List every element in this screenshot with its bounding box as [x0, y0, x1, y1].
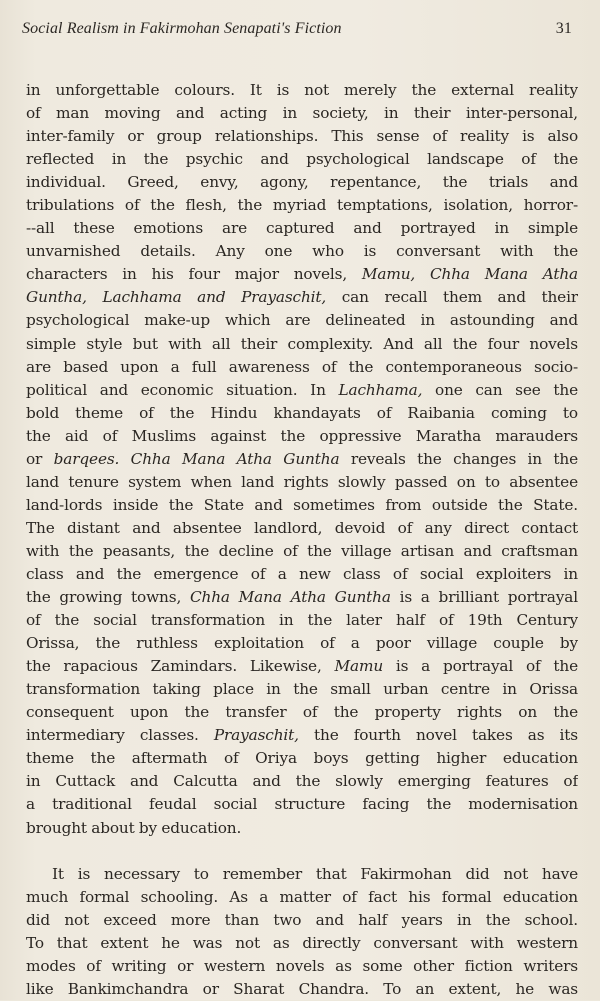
text-run: inter-family or group relationships. This sense of reality is also [26, 127, 578, 146]
text-line [26, 240, 578, 263]
text-line [26, 333, 578, 356]
text-run: a traditional feudal social structure facing the modernisation [26, 795, 578, 814]
text-line [26, 770, 578, 793]
paragraph-gap [26, 840, 578, 863]
text-run: tribulations of the flesh, the myriad temptations, isolation, horror- [26, 196, 578, 215]
text-run: consequent upon the transfer of the property rights on the [26, 703, 578, 722]
text-line [26, 102, 578, 125]
text-run: transformation taking place in the small urban centre in Orissa [26, 680, 578, 699]
text-run: land-lords inside the State and sometimes from outside the State. [26, 495, 578, 514]
text-run: Orissa, the ruthless exploitation of a poor village couple by [26, 634, 578, 653]
text-run: brought about by education. [26, 818, 242, 837]
text-run: did not exceed more than two and half years in the school. [26, 910, 578, 929]
text-line [26, 747, 578, 770]
text-run: is a brilliant portrayal [390, 588, 578, 607]
text-run: the rapacious Zamindars. Likewise, [26, 657, 335, 676]
text-run: like Bankimchandra or Sharat Chandra. To an extent, he was [26, 979, 578, 998]
text-run: land tenure system when land rights slowly passed on to absentee [26, 472, 578, 491]
running-header [22, 20, 572, 42]
text-line [26, 724, 578, 747]
text-run: the aid of Muslims against the oppressive Maratha marauders [26, 426, 578, 445]
text-line [26, 356, 578, 379]
text-line [26, 932, 578, 955]
text-line [26, 402, 578, 425]
italic-title: Chha Mana Atha Guntha [189, 588, 391, 607]
text-line [26, 609, 578, 632]
text-run: of man moving and acting in society, in their inter-personal, [26, 104, 578, 123]
text-run: class and the emergence of a new class of social exploiters in [26, 564, 578, 583]
body-text [26, 79, 578, 1001]
text-line [26, 955, 578, 978]
text-line [26, 909, 578, 932]
text-line [26, 471, 578, 494]
text-run: characters in his four major novels, [26, 265, 362, 284]
text-line [26, 655, 578, 678]
text-line [26, 286, 578, 309]
text-run: bold theme of the Hindu khandayats of Raibania coming to [26, 403, 578, 422]
text-run: intermediary classes. [26, 726, 214, 745]
text-run: political and economic situation. In [26, 380, 339, 399]
text-run: one can see the [422, 380, 578, 399]
text-line [26, 678, 578, 701]
text-run: in unforgettable colours. It is not merely the external reality [26, 81, 578, 99]
text-line [26, 817, 578, 840]
text-line [26, 217, 578, 240]
text-line [26, 494, 578, 517]
text-line [26, 978, 578, 1001]
text-run: unvarnished details. Any one who is conversant with the [26, 242, 578, 261]
italic-title: Mamu [334, 657, 384, 676]
text-line [26, 793, 578, 816]
running-title: Social Realism in Fakirmohan Senapati's Fiction [22, 20, 342, 37]
text-run: of the social transformation in the later half of 19th Century [26, 611, 578, 630]
text-line [26, 379, 578, 402]
text-line [26, 632, 578, 655]
text-run: the fourth novel takes as its [298, 726, 578, 745]
text-line [26, 563, 578, 586]
italic-title: Lachhama, [338, 380, 423, 399]
text-run: --all these emotions are captured and portrayed in simple [26, 219, 578, 238]
text-line [26, 125, 578, 148]
text-run: reveals the changes in the [339, 449, 578, 468]
text-line [26, 586, 578, 609]
italic-title: barqees. Chha Mana Atha Guntha [53, 449, 340, 468]
text-run: theme the aftermath of Oriya boys getting higher education [26, 749, 578, 768]
page-number: 31 [555, 20, 572, 37]
text-line [26, 309, 578, 332]
text-line [26, 171, 578, 194]
text-line [26, 148, 578, 171]
paragraph [26, 863, 578, 1001]
text-run: or [26, 449, 54, 468]
text-run: psychological make-up which are delineated in astounding and [26, 311, 578, 330]
text-line [26, 540, 578, 563]
text-run: in Cuttack and Calcutta and the slowly emerging features of [26, 772, 578, 791]
italic-title: Prayaschit, [213, 726, 299, 745]
italic-title: Guntha, Lachhama and Prayaschit, [26, 288, 327, 307]
text-line [26, 79, 578, 102]
text-line [26, 263, 578, 286]
italic-title: Mamu, Chha Mana Atha [361, 265, 578, 284]
text-run: are based upon a full awareness of the contemporaneous socio- [26, 357, 578, 376]
text-line [26, 517, 578, 540]
text-run: simple style but with all their complexity. And all the four novels [26, 334, 578, 353]
text-line [26, 425, 578, 448]
text-run: much formal schooling. As a matter of fact his formal education [26, 887, 578, 906]
text-line [26, 194, 578, 217]
text-line [26, 886, 578, 909]
text-line [26, 448, 578, 471]
text-run: individual. Greed, envy, agony, repentance, the trials and [26, 173, 578, 192]
text-line [26, 863, 578, 886]
text-run: modes of writing or western novels as some other fiction writers [26, 956, 578, 975]
text-run: is a portrayal of the [383, 657, 578, 676]
text-run: reflected in the psychic and psychological landscape of the [26, 150, 578, 169]
text-line [26, 701, 578, 724]
text-run: with the peasants, the decline of the village artisan and craftsman [26, 541, 578, 560]
text-run: can recall them and their [326, 288, 578, 307]
text-run: To that extent he was not as directly conversant with western [26, 933, 578, 952]
text-run: The distant and absentee landlord, devoid of any direct contact [26, 518, 578, 537]
text-run: the growing towns, [26, 588, 190, 607]
paragraph [26, 79, 578, 840]
text-run: It is necessary to remember that Fakirmohan did not have [52, 864, 578, 883]
